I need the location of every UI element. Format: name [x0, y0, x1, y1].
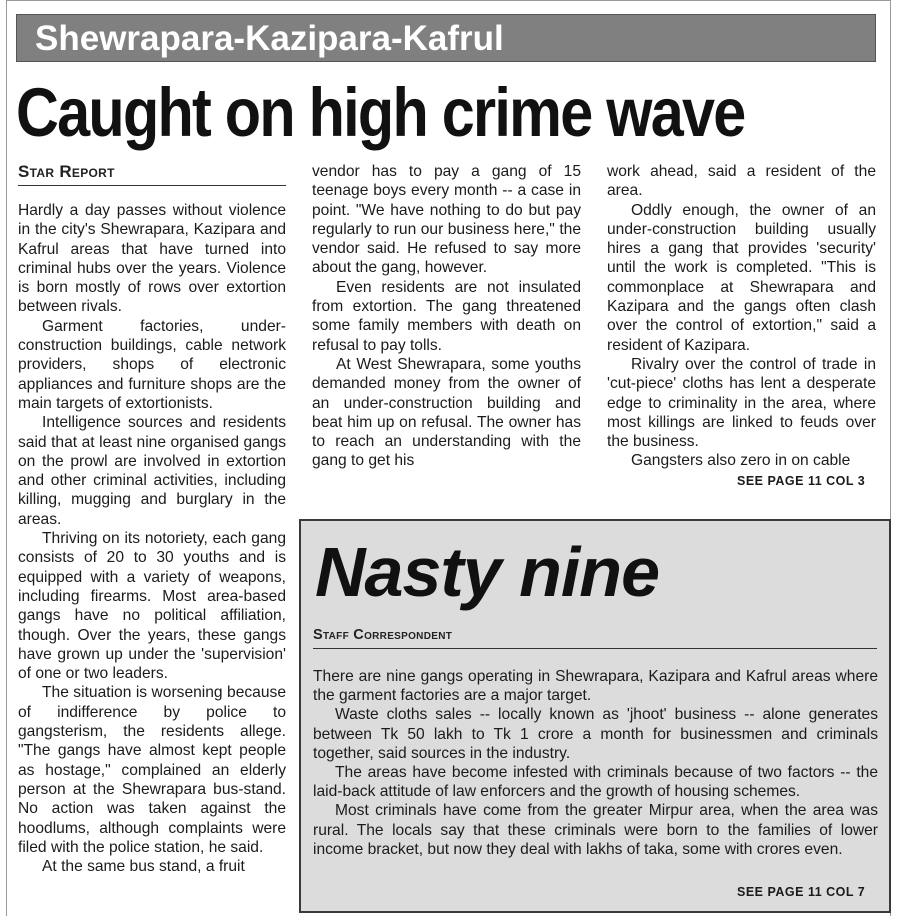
paragraph: work ahead, said a resident of the area.: [607, 163, 876, 200]
article-column-1: [18, 201, 286, 876]
paragraph: At West Shewrapara, some youths demanded money from the owner of an under-construction building and beat him up on refusal. The owner has to reach an understanding with the gang to get his: [312, 355, 581, 470]
sidebar-body: [313, 667, 878, 859]
paragraph: Rivalry over the control of trade in 'cut-piece' cloths has lent a desperate edge to criminality in the area, where most killings are linked to feuds over the business.: [607, 355, 876, 451]
sidebar-title: Nasty nine: [315, 533, 659, 611]
paragraph: Waste cloths sales -- locally known as 'jhoot' business -- alone generates between Tk 50 lakh to Tk 1 crore a month for businessmen and criminals together, said sources in the industry.: [313, 706, 878, 762]
headline: Caught on high crime wave: [16, 74, 745, 151]
paragraph: Intelligence sources and residents said that at least nine organised gangs on the prowl are involved in extortion and other criminal activities, including killing, mugging and burglary in the areas.: [18, 414, 286, 528]
main-article-jump: SEE PAGE 11 COL 3: [737, 474, 866, 488]
paragraph: Most criminals have come from the greater Mirpur area, when the area was rural. The locals say that these criminals were born to the families of lower income bracket, but now they deal with lakhs of taka, some with crores even.: [313, 802, 878, 858]
paragraph: Thriving on its notoriety, each gang consists of 20 to 30 youths and is equipped with a variety of weapons, including firearms. Most area-based gangs have no political affiliation, though. Over the years, these gangs have grown up under the 'supervision' of one or two leaders.: [18, 530, 286, 683]
paragraph: The situation is worsening because of indifference by police to gangsterism, the residents allege. "The gangs have almost kept people as hostage," complained an elderly person at the Shewrapara bus-stand. No action was taken against the hoodlums, although complaints were filed with the police station, he said.: [18, 684, 286, 856]
paragraph: Garment factories, under-construction buildings, cable network providers, shops of electronic appliances and furniture shops are the main targets of extortionists.: [18, 317, 286, 412]
paragraph: Even residents are not insulated from extortion. The gang threatened some family members with death on refusal to pay tolls.: [312, 278, 581, 354]
article-column-3: [607, 162, 876, 471]
page-border-left: [6, 0, 7, 916]
paragraph: Oddly enough, the owner of an under-construction building usually hires a gang that provides 'security' until the work is completed. "This is commonplace at Shewrapara and Kazipara and the gangs often clash over the control of extortion," said a resident of Kazipara.: [607, 201, 876, 354]
paragraph: Gangsters also zero in on cable: [631, 452, 851, 470]
paragraph: There are nine gangs operating in Shewrapara, Kazipara and Kafrul areas where the garment factories are a major target.: [313, 668, 878, 705]
paragraph: Hardly a day passes without violence in the city's Shewrapara, Kazipara and Kafrul areas that have turned into criminal hubs over the years. Violence is born mostly of rows over extortion between rivals.: [18, 202, 286, 316]
main-byline: Star Report: [18, 162, 286, 186]
page-border-top: [6, 0, 891, 1]
sidebar-jump: SEE PAGE 11 COL 7: [737, 885, 866, 899]
paragraph: vendor has to pay a gang of 15 teenage boys every month -- a case in point. "We have nothing to do but pay regularly to run our business here," the vendor said. He refused to say more about the gang, however.: [312, 163, 581, 277]
sidebar-box: [299, 519, 891, 913]
paragraph: The areas have become infested with criminals because of two factors -- the laid-back attitude of law enforcers and the growth of housing schemes.: [313, 764, 878, 801]
paragraph: At the same bus stand, a fruit: [42, 858, 245, 876]
kicker-banner: [16, 14, 876, 62]
sidebar-byline: Staff Correspondent: [313, 625, 877, 649]
article-column-2: [312, 162, 581, 471]
kicker-text: Shewrapara-Kazipara-Kafrul: [35, 19, 504, 58]
